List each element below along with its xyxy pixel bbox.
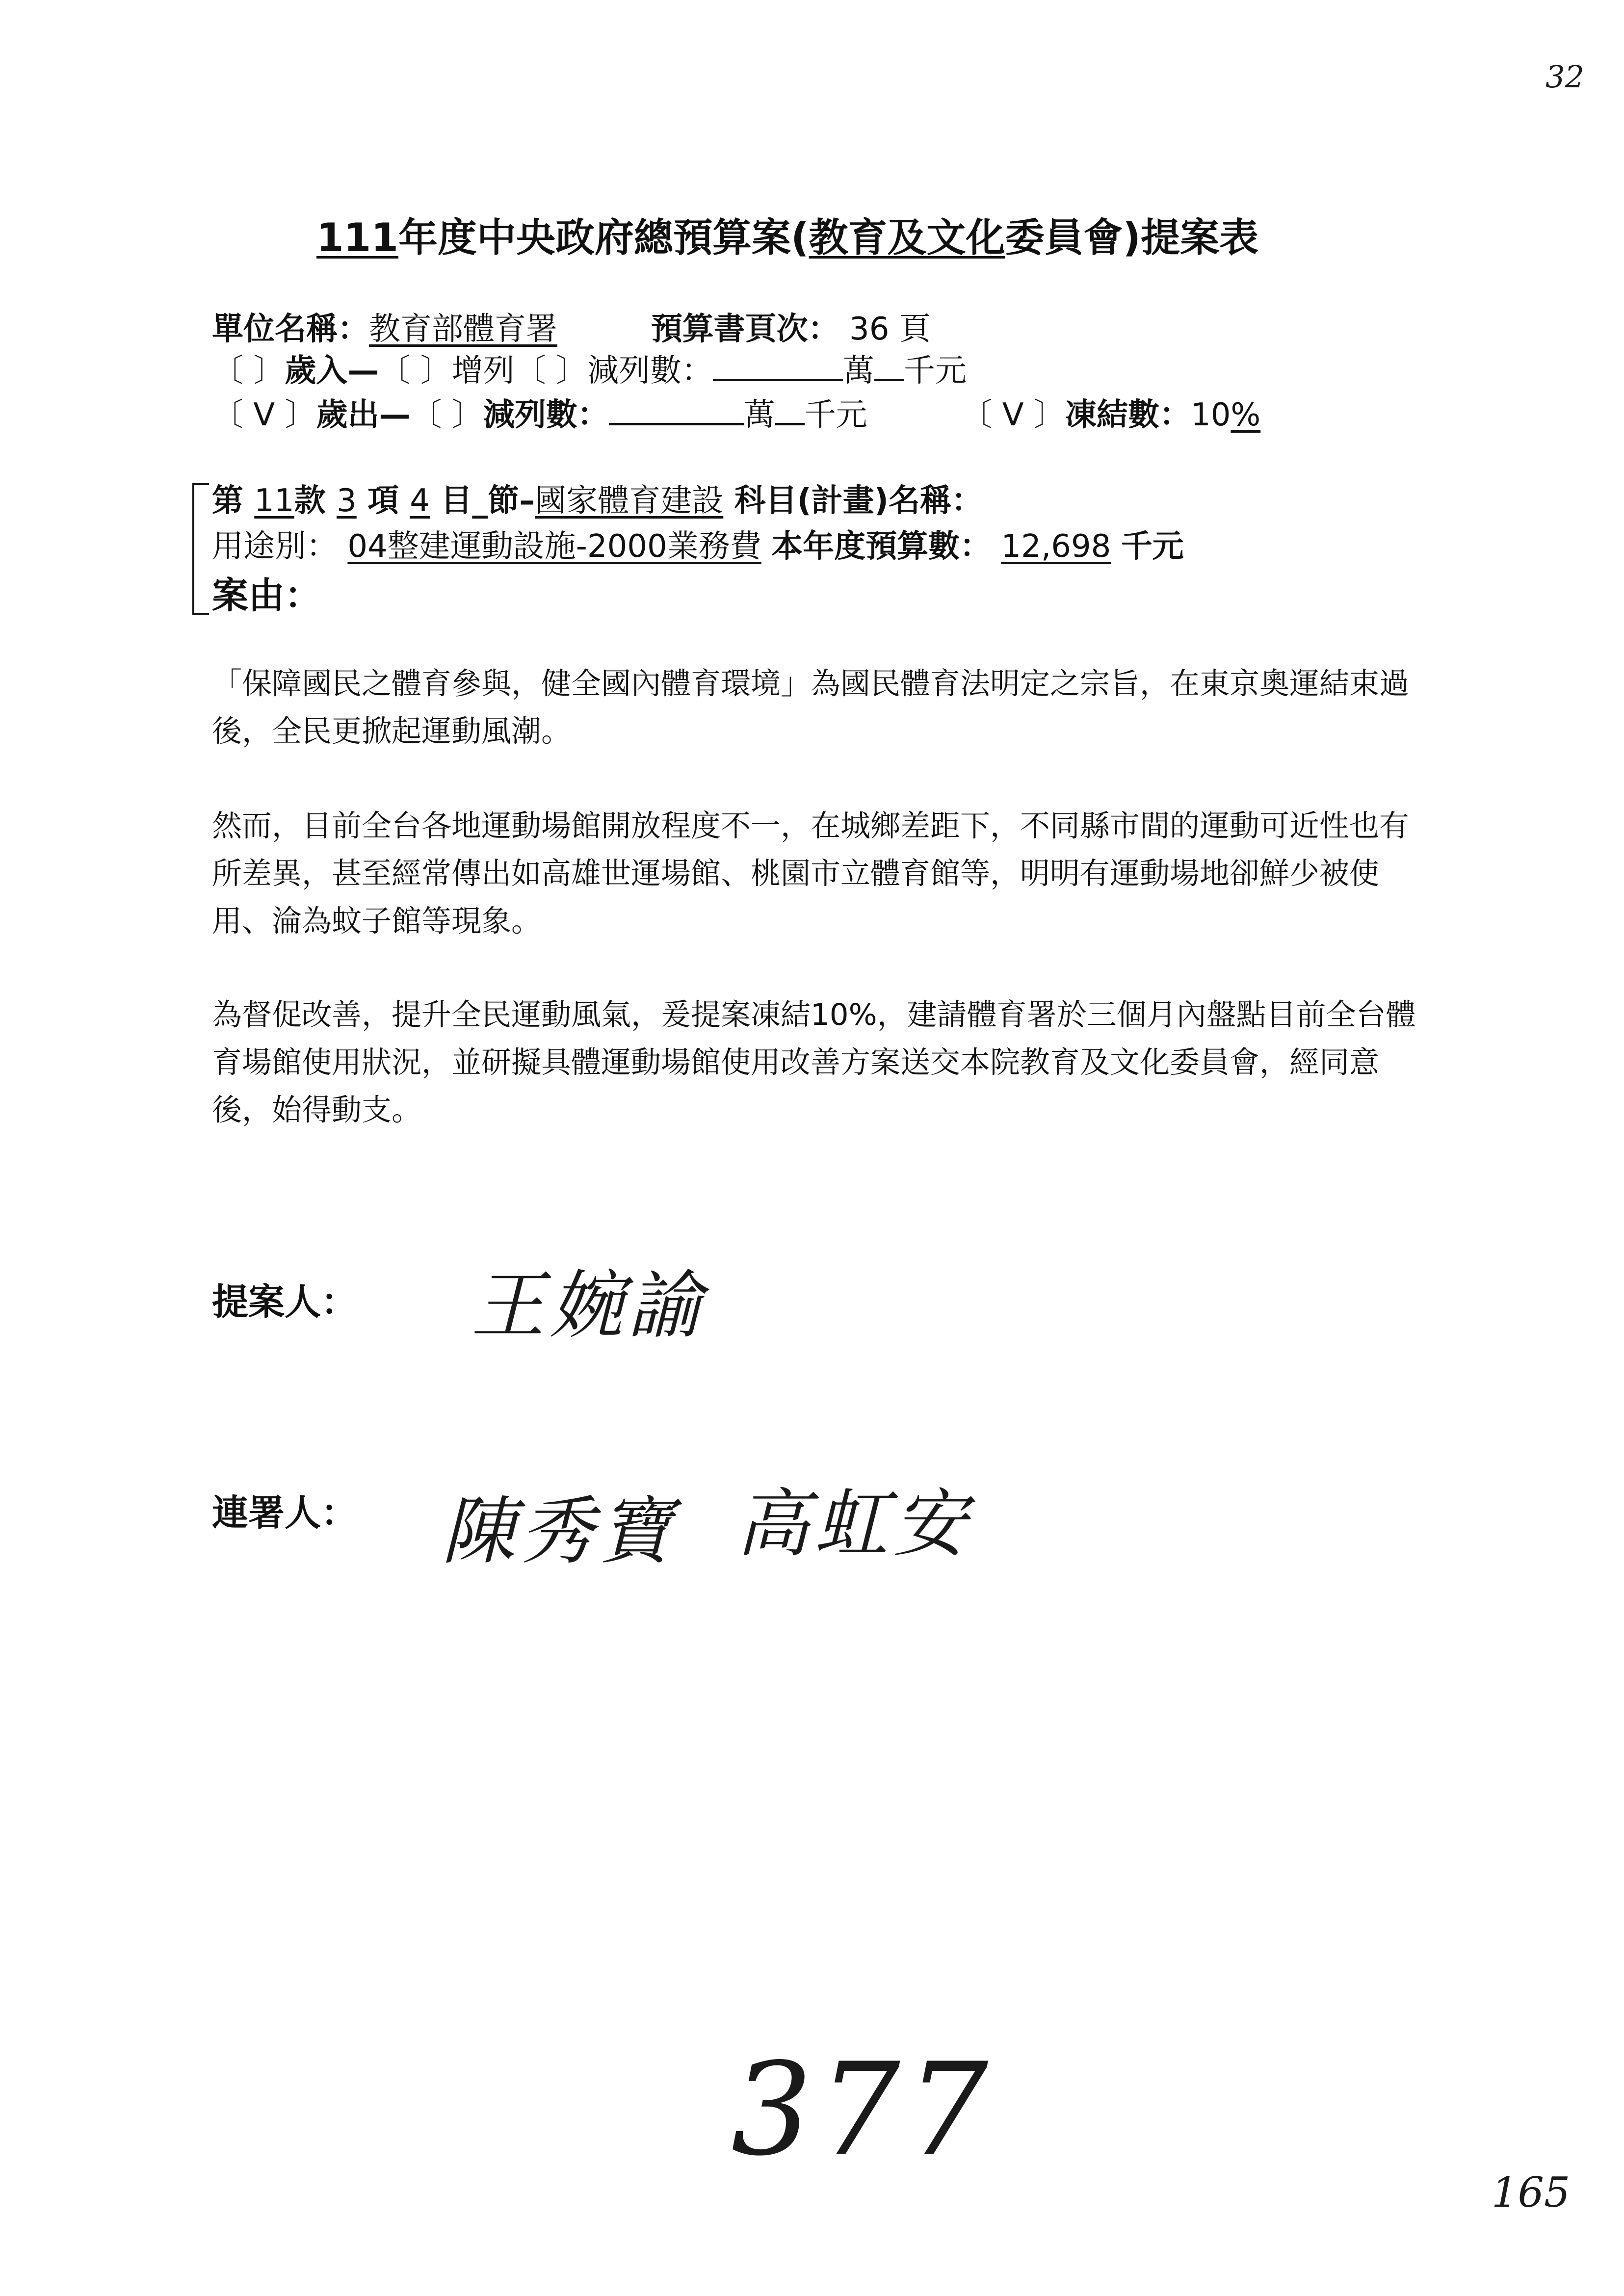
cosigner-label: 連署人： — [212, 1492, 357, 1534]
unit-label: 單位名稱： — [212, 311, 369, 347]
paragraph-2-text: 然而，目前全台各地運動場館開放程度不一，在城鄉差距下，不同縣市間的運動可近性也有所差異，甚至經常傳出如高雄世運場館、桃園市立體育館等，明明有運動場地卻鮮少被使用、淪為蚊子館等現象。 — [212, 809, 1410, 939]
revenue-thousand-blank — [874, 379, 904, 381]
xiang-no: 3 — [337, 483, 357, 519]
expense-wan: 萬 — [743, 397, 775, 433]
usage-value: 04整建運動設施-2000業務費 — [347, 528, 761, 565]
page-unit: 頁 — [899, 311, 931, 347]
proposer-signature: 王婉諭 — [471, 1263, 707, 1349]
revenue-add-bracket: 〔 〕 — [379, 353, 452, 389]
paragraph-3 — [212, 991, 1429, 1134]
expense-line — [212, 392, 1260, 438]
kuan-no: 11 — [254, 483, 294, 519]
paragraph-2 — [212, 802, 1429, 945]
revenue-bracket: 〔 〕 — [212, 353, 285, 389]
title-part2: 委員會)提案表 — [1005, 215, 1259, 261]
freeze-value: 10 — [1190, 397, 1231, 433]
budget-unit: 千元 — [1121, 528, 1184, 565]
revenue-label: 歲入— — [285, 353, 379, 389]
subject-label: 科目(計畫)名稱： — [734, 483, 983, 519]
freeze-bracket: 〔 V 〕 — [961, 397, 1065, 433]
item-di: 第 — [212, 483, 243, 519]
freeze-pct: % — [1231, 397, 1261, 433]
freeze-label: 凍結數： — [1065, 397, 1191, 433]
revenue-wan-blank — [713, 379, 843, 381]
expense-label: 歲出— — [316, 397, 411, 433]
page-title — [316, 206, 1258, 262]
page-mark-corner: 165 — [1492, 2168, 1571, 2217]
page-value: 36 — [849, 311, 890, 347]
title-part1: 年度中央政府總預算案( — [398, 215, 809, 261]
title-year: 111 — [316, 215, 398, 261]
section-bracket — [192, 483, 209, 615]
title-committee: 教育及文化 — [809, 215, 1005, 261]
paragraph-1 — [212, 660, 1429, 755]
revenue-reduce-bracket: 〔 〕 — [514, 353, 588, 389]
reason-label: 案由： — [212, 574, 321, 617]
cosigner-signature-1: 陳秀寶 — [442, 1489, 678, 1574]
program-name: 國家體育建設 — [535, 483, 724, 519]
page-mark-bottom: 377 — [731, 2036, 995, 2184]
expense-wan-blank — [609, 423, 744, 425]
item-line — [212, 478, 983, 523]
expense-reduce: 減列數： — [483, 397, 609, 433]
expense-thousand-blank — [775, 423, 805, 425]
kuan: 款 — [294, 483, 326, 519]
paragraph-1-text: 「保障國民之體育參與，健全國內體育環境」為國民體育法明定之宗旨，在東京奧運結束過後，全民更掀起運動風潮。 — [212, 666, 1410, 749]
mu-no: 4 — [410, 483, 430, 519]
mu: 目 — [441, 483, 472, 519]
xiang: 項 — [367, 483, 399, 519]
expense-thousand: 千元 — [804, 397, 867, 433]
paragraph-3-text: 為督促改善，提升全民運動風氣，爰提案凍結10%，建請體育署於三個月內盤點目前全台體育場館使用狀況，並研擬具體運動場館使用改善方案送交本院教育及文化委員會，經同意後，始得動支。 — [212, 997, 1416, 1127]
cosigner-signature-2: 高虹安 — [736, 1482, 972, 1567]
proposer-label: 提案人： — [212, 1281, 357, 1323]
expense-bracket: 〔 V 〕 — [212, 397, 316, 433]
revenue-thousand: 千元 — [904, 353, 967, 389]
revenue-wan: 萬 — [843, 353, 875, 389]
expense-reduce-bracket: 〔 〕 — [410, 397, 483, 433]
page-label: 預算書頁次： — [651, 311, 839, 347]
jie: _節– — [472, 483, 535, 519]
usage-label: 用途別： — [212, 528, 338, 565]
budget-value: 12,698 — [1001, 528, 1111, 565]
revenue-reduce: 減列數： — [587, 353, 713, 389]
page-mark-top: 32 — [1545, 59, 1584, 95]
budget-label: 本年度預算數： — [771, 528, 992, 565]
unit-value: 教育部體育署 — [369, 311, 557, 347]
usage-line — [212, 524, 1184, 569]
revenue-line — [212, 348, 967, 393]
revenue-add: 增列 — [451, 353, 515, 389]
unit-line — [212, 307, 931, 352]
